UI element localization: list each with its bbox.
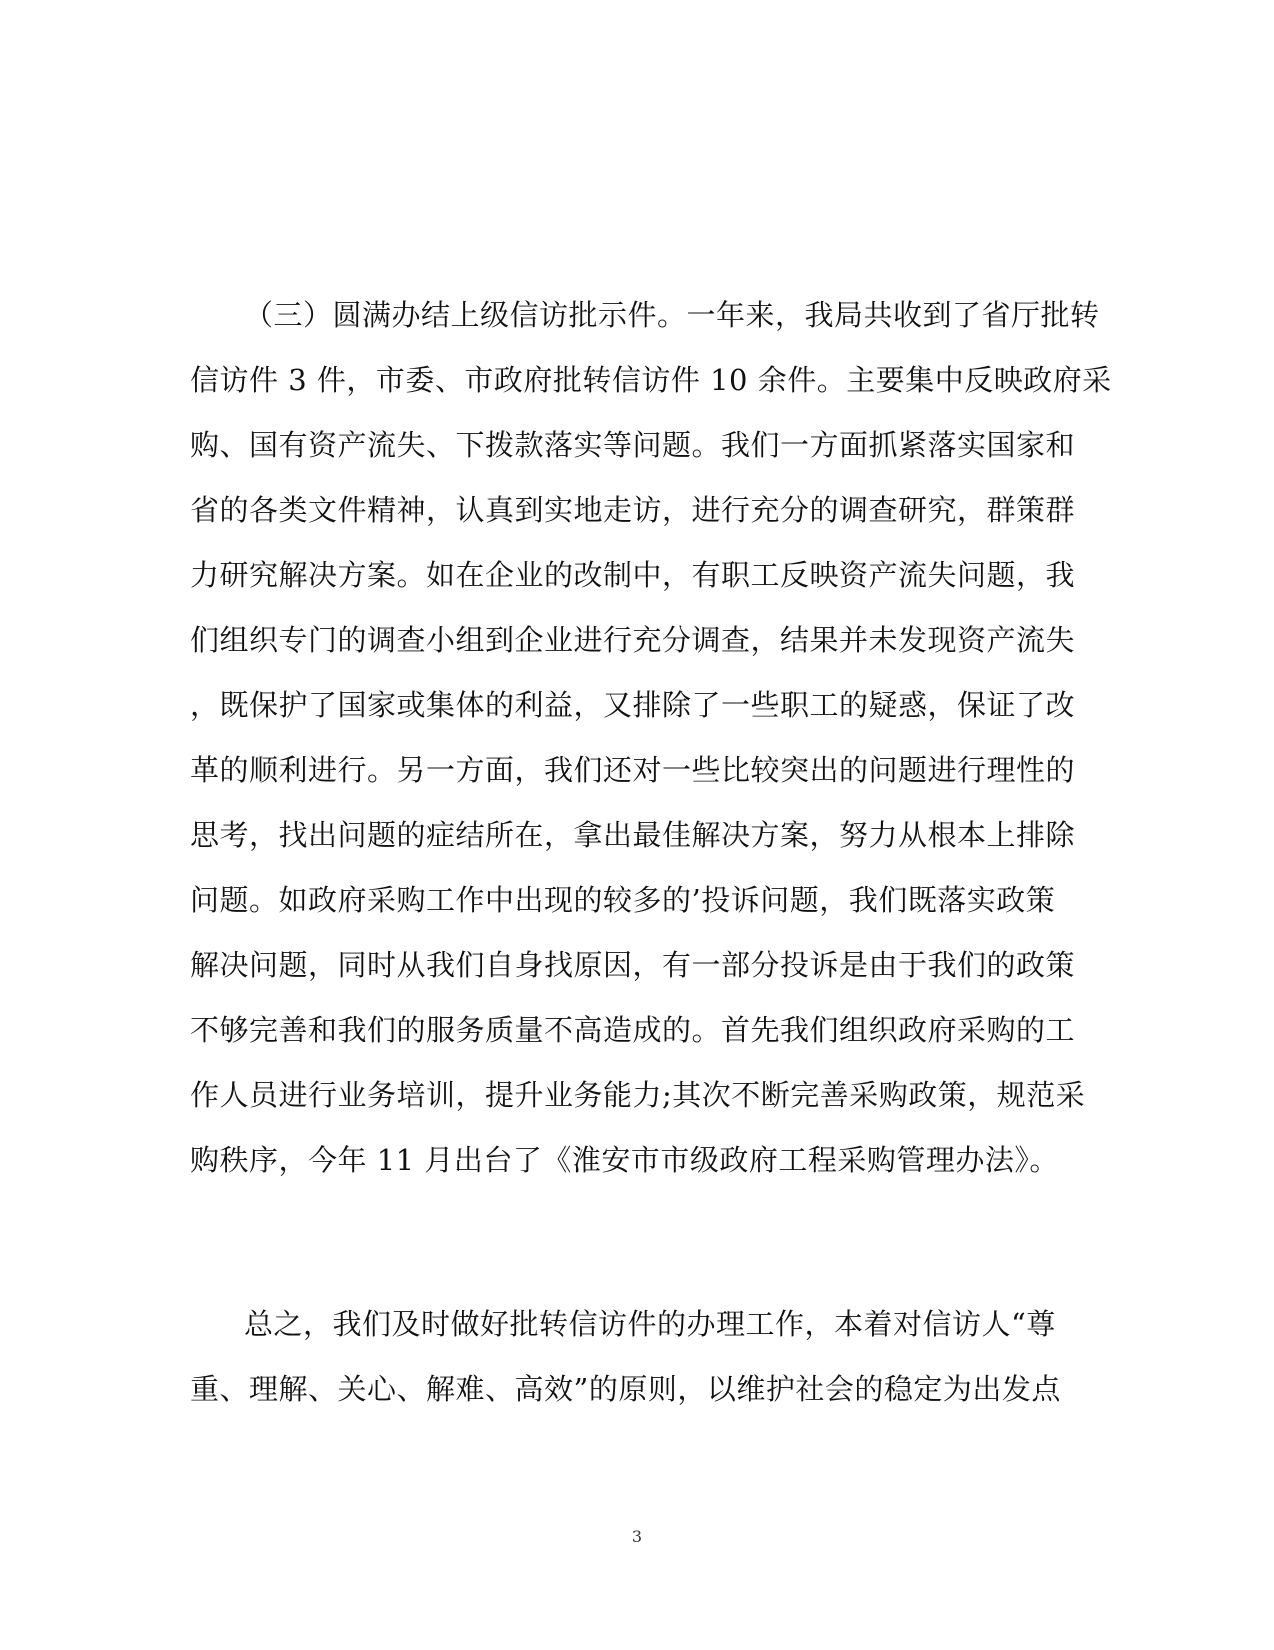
paragraph-line: 总之，我们及时做好批转信访件的办理工作，本着对信访人“尊	[244, 1307, 1056, 1341]
paragraph-line: 问题。如政府采购工作中出现的较多的’投诉问题，我们既落实政策	[190, 883, 1056, 917]
paragraph-petition-handling	[190, 283, 1112, 1193]
paragraph-line: 信访件 3 件，市委、市政府批转信访件 10 余件。主要集中反映政府采	[190, 363, 1112, 397]
paragraph-line: 革的顺利进行。另一方面，我们还对一些比较突出的问题进行理性的	[190, 753, 1076, 787]
paragraph-summary	[190, 1292, 1090, 1422]
paragraph-line: 思考，找出问题的症结所在，拿出最佳解决方案，努力从根本上排除	[190, 818, 1076, 852]
page-number: 3	[631, 1527, 643, 1546]
paragraph-line: 省的各类文件精神，认真到实地走访，进行充分的调查研究，群策群	[190, 493, 1076, 527]
paragraph-line: ，既保护了国家或集体的利益，又排除了一些职工的疑惑，保证了改	[190, 688, 1076, 722]
paragraph-line: 解决问题，同时从我们自身找原因，有一部分投诉是由于我们的政策	[190, 948, 1076, 982]
paragraph-line: 购、国有资产流失、下拨款落实等问题。我们一方面抓紧落实国家和	[190, 428, 1076, 462]
paragraph-line: 作人员进行业务培训，提升业务能力;其次不断完善采购政策，规范采	[190, 1078, 1086, 1112]
paragraph-line: 不够完善和我们的服务质量不高造成的。首先我们组织政府采购的工	[190, 1013, 1076, 1047]
paragraph-line: 重、理解、关心、解难、高效”的原则，以维护社会的稳定为出发点	[190, 1372, 1061, 1406]
paragraph-line: 购秩序，今年 11 月出台了《淮安市市级政府工程采购管理办法》。	[190, 1143, 1059, 1177]
paragraph-line: 力研究解决方案。如在企业的改制中，有职工反映资产流失问题，我	[190, 558, 1076, 592]
paragraph-line: 们组织专门的调查小组到企业进行充分调查，结果并未发现资产流失	[190, 623, 1076, 657]
paragraph-line: （三）圆满办结上级信访批示件。一年来，我局共收到了省厅批转	[244, 298, 1100, 332]
